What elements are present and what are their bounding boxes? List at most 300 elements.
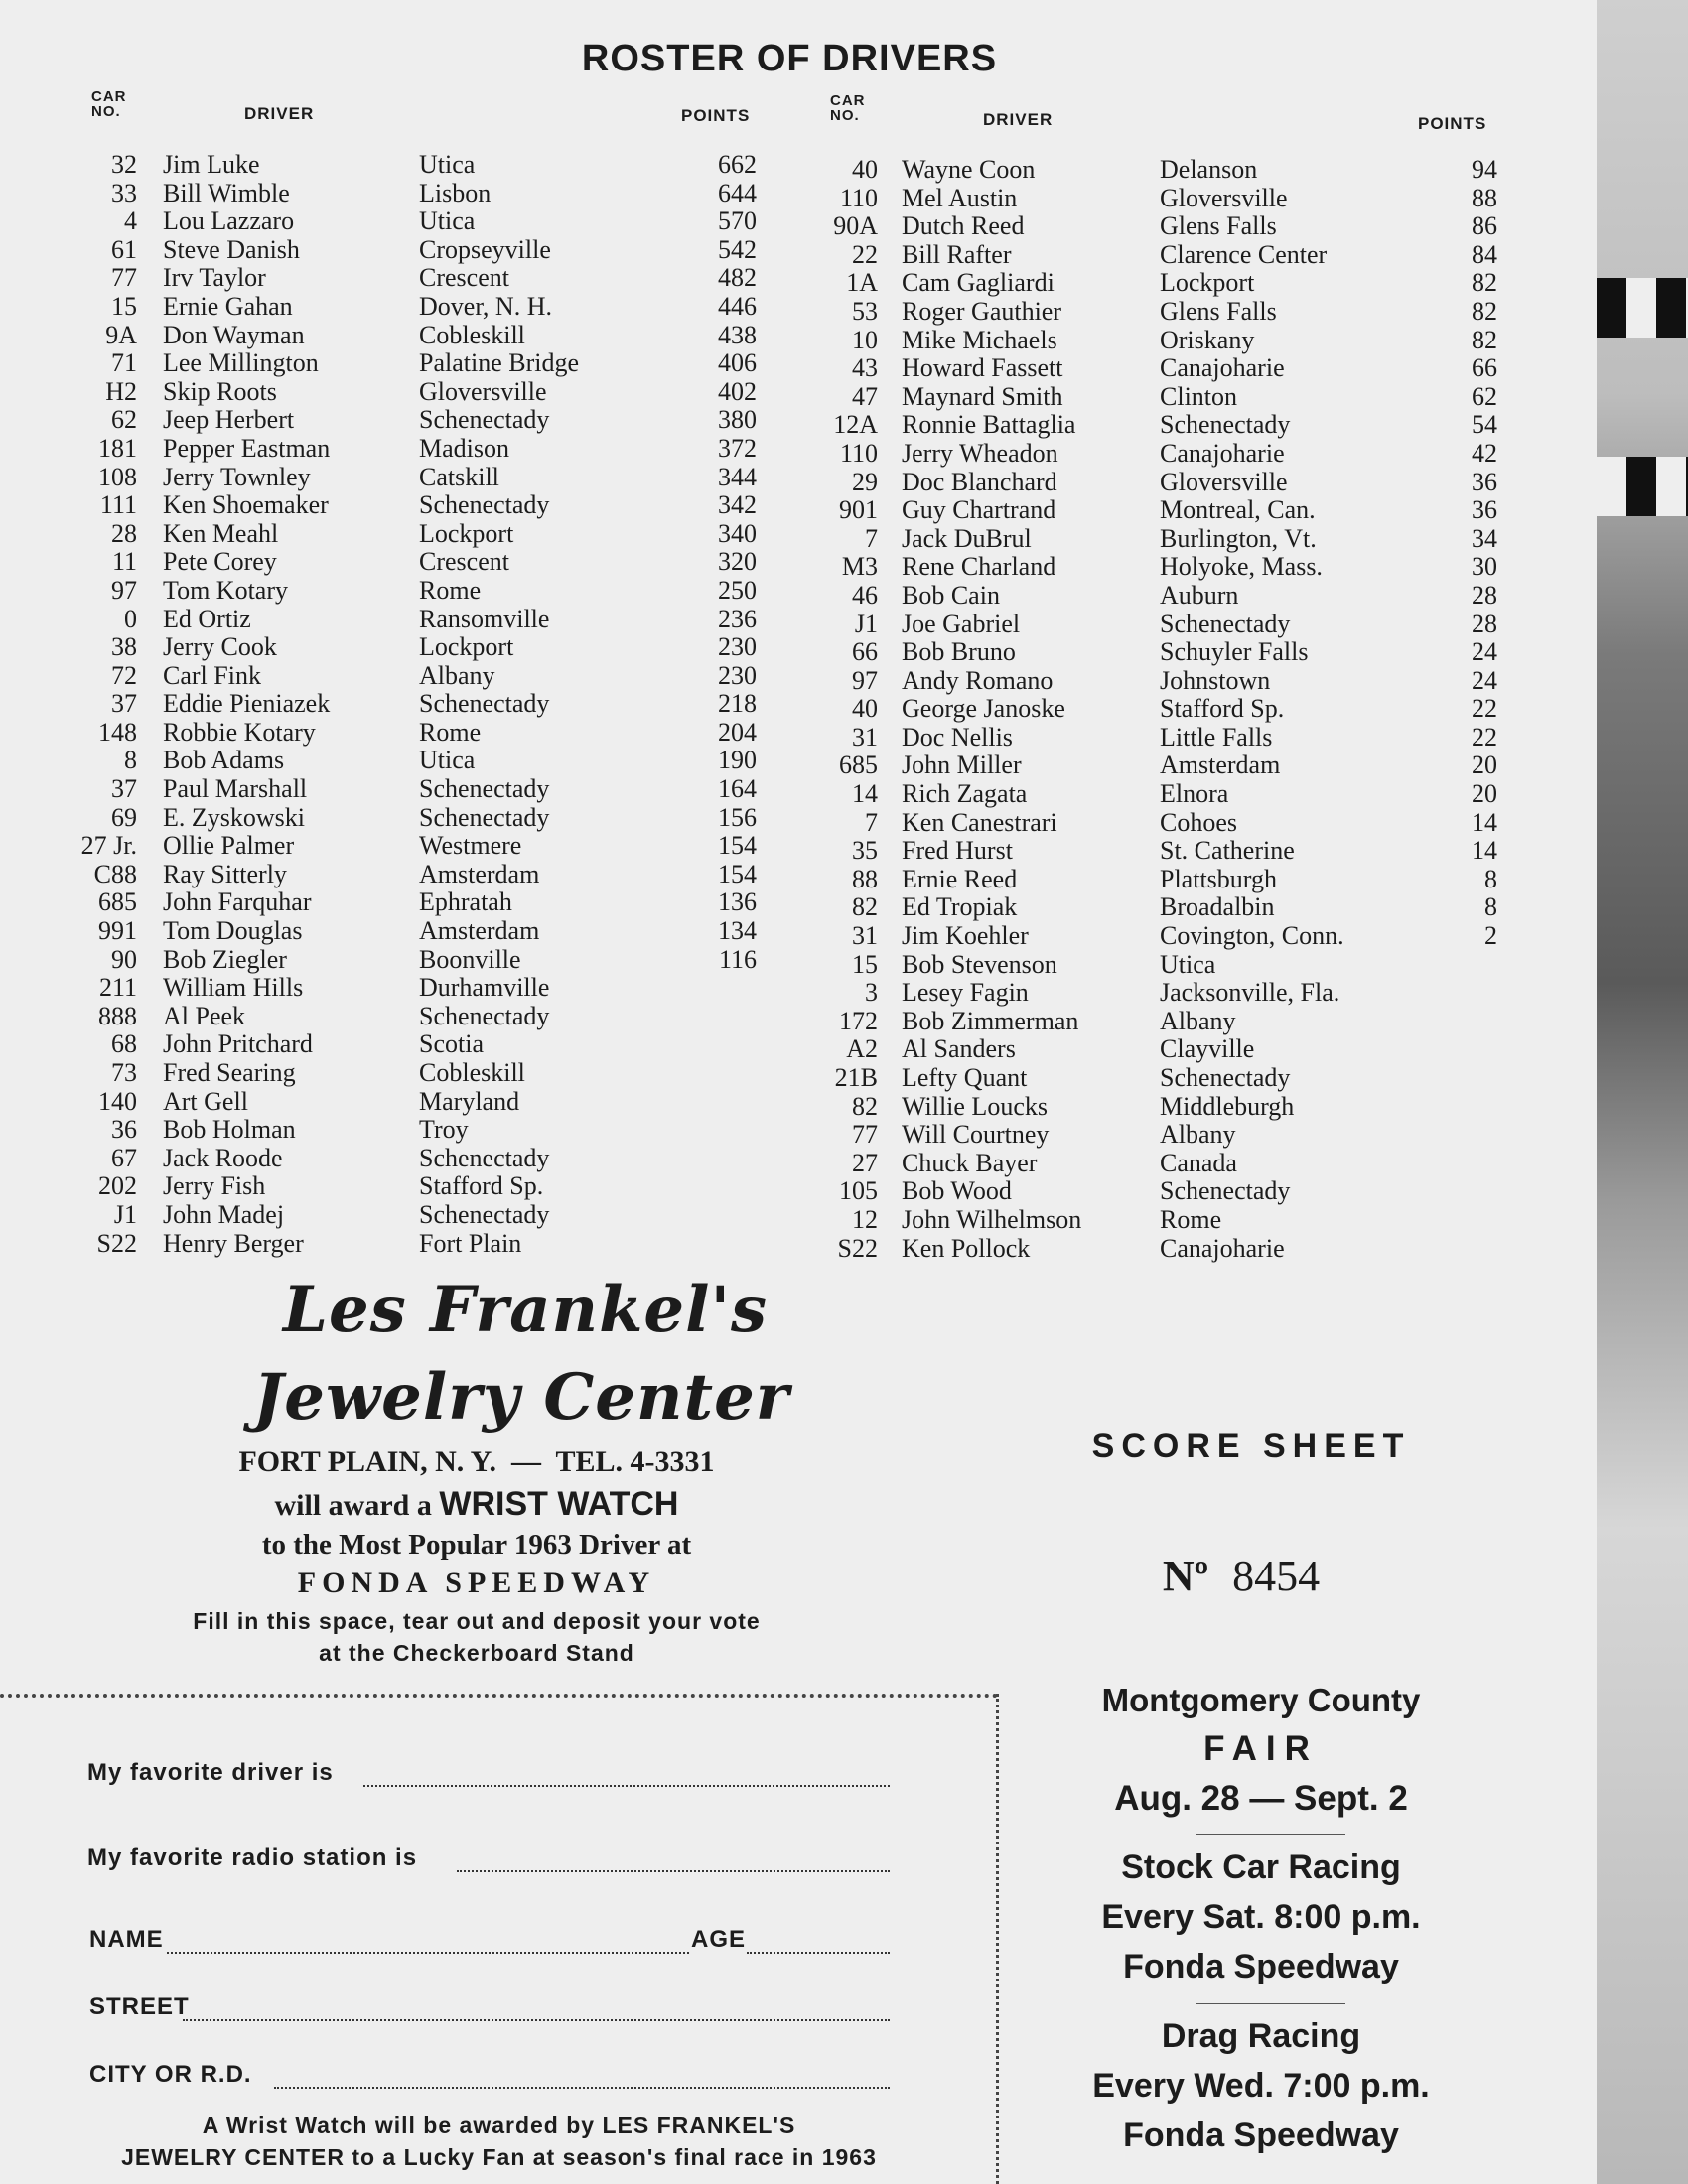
driver-points: 54: [1472, 410, 1497, 440]
roster-row: [0, 383, 1509, 412]
car-number: 181: [98, 433, 137, 463]
driver-town: Broadalbin: [1160, 892, 1275, 922]
roster-row: [0, 496, 1509, 525]
car-number: 211: [98, 973, 137, 1003]
driver-town: Madison: [419, 433, 509, 463]
roster-row: [0, 1150, 1509, 1178]
driver-name: Rene Charland: [902, 552, 1056, 582]
driver-name: Henry Berger: [163, 1228, 304, 1258]
driver-points: 136: [718, 887, 757, 917]
street-field[interactable]: [183, 2019, 890, 2021]
driver-points: 156: [718, 802, 757, 832]
driver-points: 28: [1472, 580, 1497, 610]
driver-name: John Farquhar: [163, 887, 312, 917]
driver-town: Rome: [419, 575, 482, 605]
driver-town: Gloversville: [419, 376, 547, 406]
roster-row: [0, 469, 1509, 497]
roster-row: [0, 241, 1509, 270]
driver-points: 380: [718, 405, 757, 435]
driver-name: Tom Kotary: [163, 575, 288, 605]
driver-town: Rome: [1160, 1204, 1222, 1234]
car-number: 53: [852, 296, 878, 326]
roster-row: [0, 667, 1509, 696]
roster-row: [0, 1235, 1509, 1264]
car-number: 14: [852, 779, 878, 809]
driver-name: Bob Stevenson: [902, 949, 1057, 979]
driver-name: John Wilhelmson: [902, 1204, 1082, 1234]
car-number: 27: [852, 1148, 878, 1177]
car-number: 15: [852, 949, 878, 979]
car-number: 97: [852, 665, 878, 695]
car-number: 991: [98, 916, 137, 946]
driver-town: Troy: [419, 1115, 469, 1145]
car-number: C88: [93, 859, 137, 888]
driver-points: 8: [1484, 864, 1497, 893]
driver-name: Jack DuBrul: [902, 523, 1032, 553]
driver-town: Montreal, Can.: [1160, 495, 1316, 525]
car-number: 66: [852, 637, 878, 667]
roster-row: [0, 411, 1509, 440]
driver-name: Lee Millington: [163, 348, 319, 378]
driver-name: Guy Chartrand: [902, 495, 1056, 525]
car-number: 27 Jr.: [80, 831, 137, 861]
driver-points: 24: [1472, 637, 1497, 667]
driver-town: Schenectady: [1160, 1176, 1291, 1206]
roster-row: [0, 724, 1509, 752]
driver-town: Utica: [419, 150, 476, 179]
driver-town: Catskill: [419, 462, 499, 491]
driver-points: 570: [718, 206, 757, 236]
car-number: 7: [865, 807, 878, 837]
driver-points: 482: [718, 263, 757, 293]
car-number: 38: [111, 632, 137, 662]
divider-1: [1196, 1834, 1345, 1835]
driver-town: Palatine Bridge: [419, 348, 580, 378]
driver-name: Ernie Reed: [902, 864, 1018, 893]
car-number: 28: [111, 518, 137, 548]
driver-town: Utica: [419, 206, 476, 236]
score-sheet-title: SCORE SHEET: [1091, 1428, 1411, 1465]
driver-name: Don Wayman: [163, 320, 305, 349]
car-number: 12A: [833, 410, 878, 440]
score-sheet-number: [1072, 1551, 1410, 1601]
driver-points: 82: [1472, 268, 1497, 298]
car-number: 110: [839, 183, 878, 212]
driver-name: Lefty Quant: [902, 1063, 1028, 1092]
driver-name: Lou Lazzaro: [163, 206, 295, 236]
driver-town: Glens Falls: [1160, 211, 1277, 241]
car-number: 685: [98, 887, 137, 917]
driver-name: Ollie Palmer: [163, 831, 295, 861]
driver-town: Utica: [419, 746, 476, 775]
driver-points: 62: [1472, 381, 1497, 411]
driver-name: Bob Wood: [902, 1176, 1012, 1206]
driver-points: 20: [1472, 779, 1497, 809]
car-number: 10: [852, 325, 878, 354]
driver-town: Elnora: [1160, 779, 1229, 809]
roster-row: [0, 780, 1509, 809]
driver-points: 218: [718, 689, 757, 719]
driver-town: Schenectady: [419, 802, 550, 832]
driver-points: 446: [718, 291, 757, 321]
driver-points: 230: [718, 632, 757, 662]
city-field[interactable]: [274, 2087, 890, 2089]
driver-town: Holyoke, Mass.: [1160, 552, 1323, 582]
roster-row: [0, 269, 1509, 298]
car-number: 31: [852, 921, 878, 951]
driver-name: George Janoske: [902, 694, 1065, 724]
driver-town: Glens Falls: [1160, 296, 1277, 326]
driver-points: 36: [1472, 467, 1497, 496]
driver-town: Stafford Sp.: [1160, 694, 1285, 724]
ad-instructions-2: at the Checkerboard Stand: [319, 1640, 634, 1666]
roster-row: [0, 1008, 1509, 1036]
driver-town: Cobleskill: [419, 320, 525, 349]
car-number: 37: [111, 774, 137, 804]
driver-name: Ken Pollock: [902, 1233, 1031, 1263]
car-number: 29: [852, 467, 878, 496]
driver-name: Tom Douglas: [163, 916, 303, 946]
driver-town: Oriskany: [1160, 325, 1255, 354]
driver-town: Lockport: [1160, 268, 1255, 298]
driver-points: 662: [718, 150, 757, 179]
car-number: 69: [111, 802, 137, 832]
city-label: CITY OR R.D.: [89, 2061, 252, 2088]
ad-instructions-1: Fill in this space, tear out and deposit your vote: [193, 1608, 761, 1634]
driver-points: 24: [1472, 665, 1497, 695]
favorite-radio-field[interactable]: [457, 1870, 890, 1872]
driver-points: 438: [718, 320, 757, 349]
driver-town: Dover, N. H.: [419, 291, 552, 321]
favorite-driver-field[interactable]: [363, 1785, 890, 1787]
driver-name: Cam Gagliardi: [902, 268, 1055, 298]
car-number: 82: [852, 1091, 878, 1121]
car-number: 62: [111, 405, 137, 435]
driver-town: Middleburgh: [1160, 1091, 1295, 1121]
driver-town: Schenectady: [419, 774, 550, 804]
driver-name: Ed Ortiz: [163, 604, 251, 633]
car-number: 35: [852, 836, 878, 866]
driver-name: Mel Austin: [902, 183, 1018, 212]
driver-points: 134: [718, 916, 757, 946]
car-number: 71: [111, 348, 137, 378]
car-number: 37: [111, 689, 137, 719]
age-label: AGE: [691, 1926, 747, 1953]
driver-name: Jerry Cook: [163, 632, 277, 662]
driver-name: John Madej: [163, 1199, 285, 1229]
tear-line-right: [996, 1694, 999, 2184]
driver-points: 94: [1472, 155, 1497, 184]
driver-points: 372: [718, 433, 757, 463]
driver-town: Schenectady: [419, 490, 550, 520]
roster-row: [0, 695, 1509, 724]
driver-name: Chuck Bayer: [902, 1148, 1038, 1177]
header-points-left: POINTS: [681, 106, 751, 125]
driver-town: Canajoharie: [1160, 438, 1285, 468]
driver-town: Clayville: [1160, 1034, 1255, 1064]
car-number: 43: [852, 353, 878, 383]
car-number: 88: [852, 864, 878, 893]
car-number: 97: [111, 575, 137, 605]
driver-name: Bob Cain: [902, 580, 1000, 610]
driver-name: Bob Holman: [163, 1115, 296, 1145]
driver-points: 204: [718, 717, 757, 747]
driver-points: 66: [1472, 353, 1497, 383]
roster-row: [0, 185, 1509, 213]
driver-points: 236: [718, 604, 757, 633]
car-number: 11: [111, 547, 137, 577]
driver-town: Schenectady: [1160, 1063, 1291, 1092]
driver-points: 14: [1472, 836, 1497, 866]
driver-town: Rome: [419, 717, 482, 747]
driver-town: Crescent: [419, 263, 509, 293]
driver-town: Lisbon: [419, 178, 492, 207]
favorite-radio-label: My favorite radio station is: [87, 1844, 418, 1871]
car-number: 172: [839, 1006, 878, 1035]
car-number: M3: [841, 552, 878, 582]
car-number: 46: [852, 580, 878, 610]
driver-town: Boonville: [419, 944, 521, 974]
driver-town: Schenectady: [419, 1143, 550, 1172]
driver-town: Cropseyville: [419, 234, 551, 264]
name-field[interactable]: [167, 1952, 689, 1954]
roster-row: [0, 553, 1509, 582]
driver-name: Irv Taylor: [163, 263, 266, 293]
driver-name: Ed Tropiak: [902, 892, 1018, 922]
ad-award-line: [149, 1485, 804, 1524]
driver-town: Maryland: [419, 1086, 520, 1116]
driver-name: Ronnie Battaglia: [902, 410, 1076, 440]
driver-points: 116: [718, 944, 757, 974]
form-footer-1: A Wrist Watch will be awarded by LES FRANKEL'S: [202, 2113, 796, 2138]
driver-name: Ray Sitterly: [163, 859, 287, 888]
driver-points: 2: [1484, 921, 1497, 951]
driver-points: 42: [1472, 438, 1497, 468]
age-field[interactable]: [747, 1952, 890, 1954]
header-driver-right: DRIVER: [983, 110, 1054, 129]
driver-town: Schenectady: [1160, 609, 1291, 638]
driver-name: Art Gell: [163, 1086, 248, 1116]
driver-town: Delanson: [1160, 155, 1258, 184]
driver-points: 164: [718, 774, 757, 804]
driver-town: Schenectady: [419, 1199, 550, 1229]
driver-town: Clarence Center: [1160, 239, 1328, 269]
roster-row: [0, 809, 1509, 838]
driver-town: Cobleskill: [419, 1058, 525, 1087]
driver-town: Jacksonville, Fla.: [1160, 978, 1340, 1008]
driver-name: Will Courtney: [902, 1120, 1050, 1150]
driver-name: Al Sanders: [902, 1034, 1016, 1064]
driver-name: John Pritchard: [163, 1029, 313, 1059]
roster-row: [0, 1035, 1509, 1064]
driver-name: Willie Loucks: [902, 1091, 1048, 1121]
stock-schedule: Every Sat. 8:00 p.m.: [1101, 1898, 1421, 1936]
header-car-right: CAR NO.: [830, 92, 866, 124]
car-number: 73: [111, 1058, 137, 1087]
stock-venue: Fonda Speedway: [1123, 1948, 1399, 1985]
driver-name: Mike Michaels: [902, 325, 1057, 354]
roster-row: [0, 751, 1509, 780]
drag-venue: Fonda Speedway: [1123, 2116, 1399, 2154]
car-number: 202: [98, 1171, 137, 1201]
fair-title: FAIR: [1203, 1729, 1319, 1768]
driver-name: Jerry Townley: [163, 462, 311, 491]
car-number: J1: [113, 1199, 137, 1229]
car-number: 108: [98, 462, 137, 491]
driver-town: Amsterdam: [1160, 751, 1281, 780]
roster-row: [0, 354, 1509, 383]
car-number: 9A: [105, 320, 137, 349]
driver-points: 14: [1472, 807, 1497, 837]
name-label: NAME: [89, 1926, 164, 1953]
driver-name: Jack Roode: [163, 1143, 283, 1172]
car-number: H2: [105, 376, 137, 406]
car-number: 31: [852, 722, 878, 751]
driver-town: Schenectady: [419, 405, 550, 435]
car-number: 21B: [834, 1063, 878, 1092]
car-number: 77: [111, 263, 137, 293]
roster-row: [0, 440, 1509, 469]
car-number: 67: [111, 1143, 137, 1172]
driver-town: Canajoharie: [1160, 353, 1285, 383]
driver-town: Burlington, Vt.: [1160, 523, 1317, 553]
driver-points: 542: [718, 234, 757, 264]
form-footer-2: JEWELRY CENTER to a Lucky Fan at season's final race in 1963: [121, 2144, 877, 2170]
roster-row: [0, 611, 1509, 639]
header-car-left: CAR NO.: [91, 88, 127, 120]
driver-town: Albany: [1160, 1120, 1236, 1150]
driver-points: 230: [718, 660, 757, 690]
header-points-right: POINTS: [1418, 114, 1487, 133]
roster-row: [0, 866, 1509, 894]
car-number: 40: [852, 155, 878, 184]
driver-town: Johnstown: [1160, 665, 1271, 695]
driver-points: 190: [718, 746, 757, 775]
driver-points: 22: [1472, 694, 1497, 724]
favorite-driver-label: My favorite driver is: [87, 1759, 334, 1786]
roster-row: [0, 922, 1509, 951]
number-sign: Nº: [1162, 1552, 1209, 1600]
driver-name: E. Zyskowski: [163, 802, 305, 832]
driver-points: 34: [1472, 523, 1497, 553]
divider-2: [1196, 2003, 1345, 2004]
driver-town: Scotia: [419, 1029, 484, 1059]
roster-row: [0, 1064, 1509, 1093]
driver-points: 82: [1472, 325, 1497, 354]
roster-row: [0, 979, 1509, 1008]
driver-points: 250: [718, 575, 757, 605]
driver-points: 320: [718, 547, 757, 577]
driver-points: 344: [718, 462, 757, 491]
driver-town: St. Catherine: [1160, 836, 1295, 866]
roster-row: [0, 638, 1509, 667]
driver-town: Little Falls: [1160, 722, 1273, 751]
street-label: STREET: [89, 1993, 190, 2020]
driver-points: 342: [718, 490, 757, 520]
driver-name: Ken Canestrari: [902, 807, 1057, 837]
roster-row: [0, 1093, 1509, 1122]
driver-name: Roger Gauthier: [902, 296, 1062, 326]
car-number: 36: [111, 1115, 137, 1145]
driver-name: Bill Wimble: [163, 178, 290, 207]
driver-town: Crescent: [419, 547, 509, 577]
car-number: S22: [837, 1233, 878, 1263]
driver-town: Covington, Conn.: [1160, 921, 1344, 951]
driver-name: Robbie Kotary: [163, 717, 316, 747]
ad-award-item: WRIST WATCH: [439, 1485, 679, 1523]
driver-name: Ken Shoemaker: [163, 490, 329, 520]
roster-row: [0, 893, 1509, 922]
driver-points: 20: [1472, 751, 1497, 780]
driver-name: Al Peek: [163, 1001, 246, 1030]
roster-row: [0, 156, 1509, 185]
car-number: A2: [846, 1034, 878, 1064]
ad-address: FORT PLAIN, N. Y. — TEL. 4-3331: [238, 1445, 715, 1478]
driver-town: Gloversville: [1160, 467, 1288, 496]
driver-town: Albany: [419, 660, 495, 690]
driver-town: Amsterdam: [419, 916, 540, 946]
checkered-flag: [1597, 278, 1688, 338]
driver-name: Jim Luke: [163, 150, 260, 179]
car-number: 140: [98, 1086, 137, 1116]
car-number: 1A: [846, 268, 878, 298]
checkered-flag-2: [1597, 457, 1688, 516]
driver-name: Joe Gabriel: [902, 609, 1021, 638]
roster-title: ROSTER OF DRIVERS: [581, 38, 998, 79]
drag-schedule: Every Wed. 7:00 p.m.: [1092, 2067, 1430, 2105]
driver-town: Westmere: [419, 831, 522, 861]
car-number: 110: [839, 438, 878, 468]
driver-points: 84: [1472, 239, 1497, 269]
driver-name: Bill Rafter: [902, 239, 1012, 269]
driver-town: Cohoes: [1160, 807, 1237, 837]
driver-name: Bob Ziegler: [163, 944, 287, 974]
car-number: 77: [852, 1120, 878, 1150]
car-number: S22: [96, 1228, 137, 1258]
driver-name: Rich Zagata: [902, 779, 1028, 809]
roster-right-column: [0, 156, 1509, 1263]
driver-name: Lesey Fagin: [902, 978, 1029, 1008]
roster-row: [0, 1177, 1509, 1206]
car-number: 72: [111, 660, 137, 690]
driver-town: Durhamville: [419, 973, 550, 1003]
car-number: 0: [124, 604, 137, 633]
roster-row: [0, 212, 1509, 241]
car-number: 90A: [833, 211, 878, 241]
fair-dates: Aug. 28 — Sept. 2: [1114, 1779, 1408, 1818]
driver-name: Bob Adams: [163, 746, 285, 775]
driver-town: Lockport: [419, 518, 514, 548]
driver-name: Carl Fink: [163, 660, 261, 690]
driver-points: 22: [1472, 722, 1497, 751]
driver-name: Maynard Smith: [902, 381, 1063, 411]
roster-row: [0, 1206, 1509, 1235]
driver-points: 82: [1472, 296, 1497, 326]
car-number: 685: [839, 751, 878, 780]
driver-town: Plattsburgh: [1160, 864, 1277, 893]
driver-town: Canada: [1160, 1148, 1237, 1177]
driver-points: 86: [1472, 211, 1497, 241]
adjacent-page-photo: [1597, 0, 1688, 2184]
driver-town: Stafford Sp.: [419, 1171, 544, 1201]
roster-row: [0, 582, 1509, 611]
driver-town: Lockport: [419, 632, 514, 662]
car-number: 68: [111, 1029, 137, 1059]
driver-points: 402: [718, 376, 757, 406]
driver-points: 88: [1472, 183, 1497, 212]
driver-name: Eddie Pieniazek: [163, 689, 331, 719]
driver-name: Howard Fassett: [902, 353, 1063, 383]
